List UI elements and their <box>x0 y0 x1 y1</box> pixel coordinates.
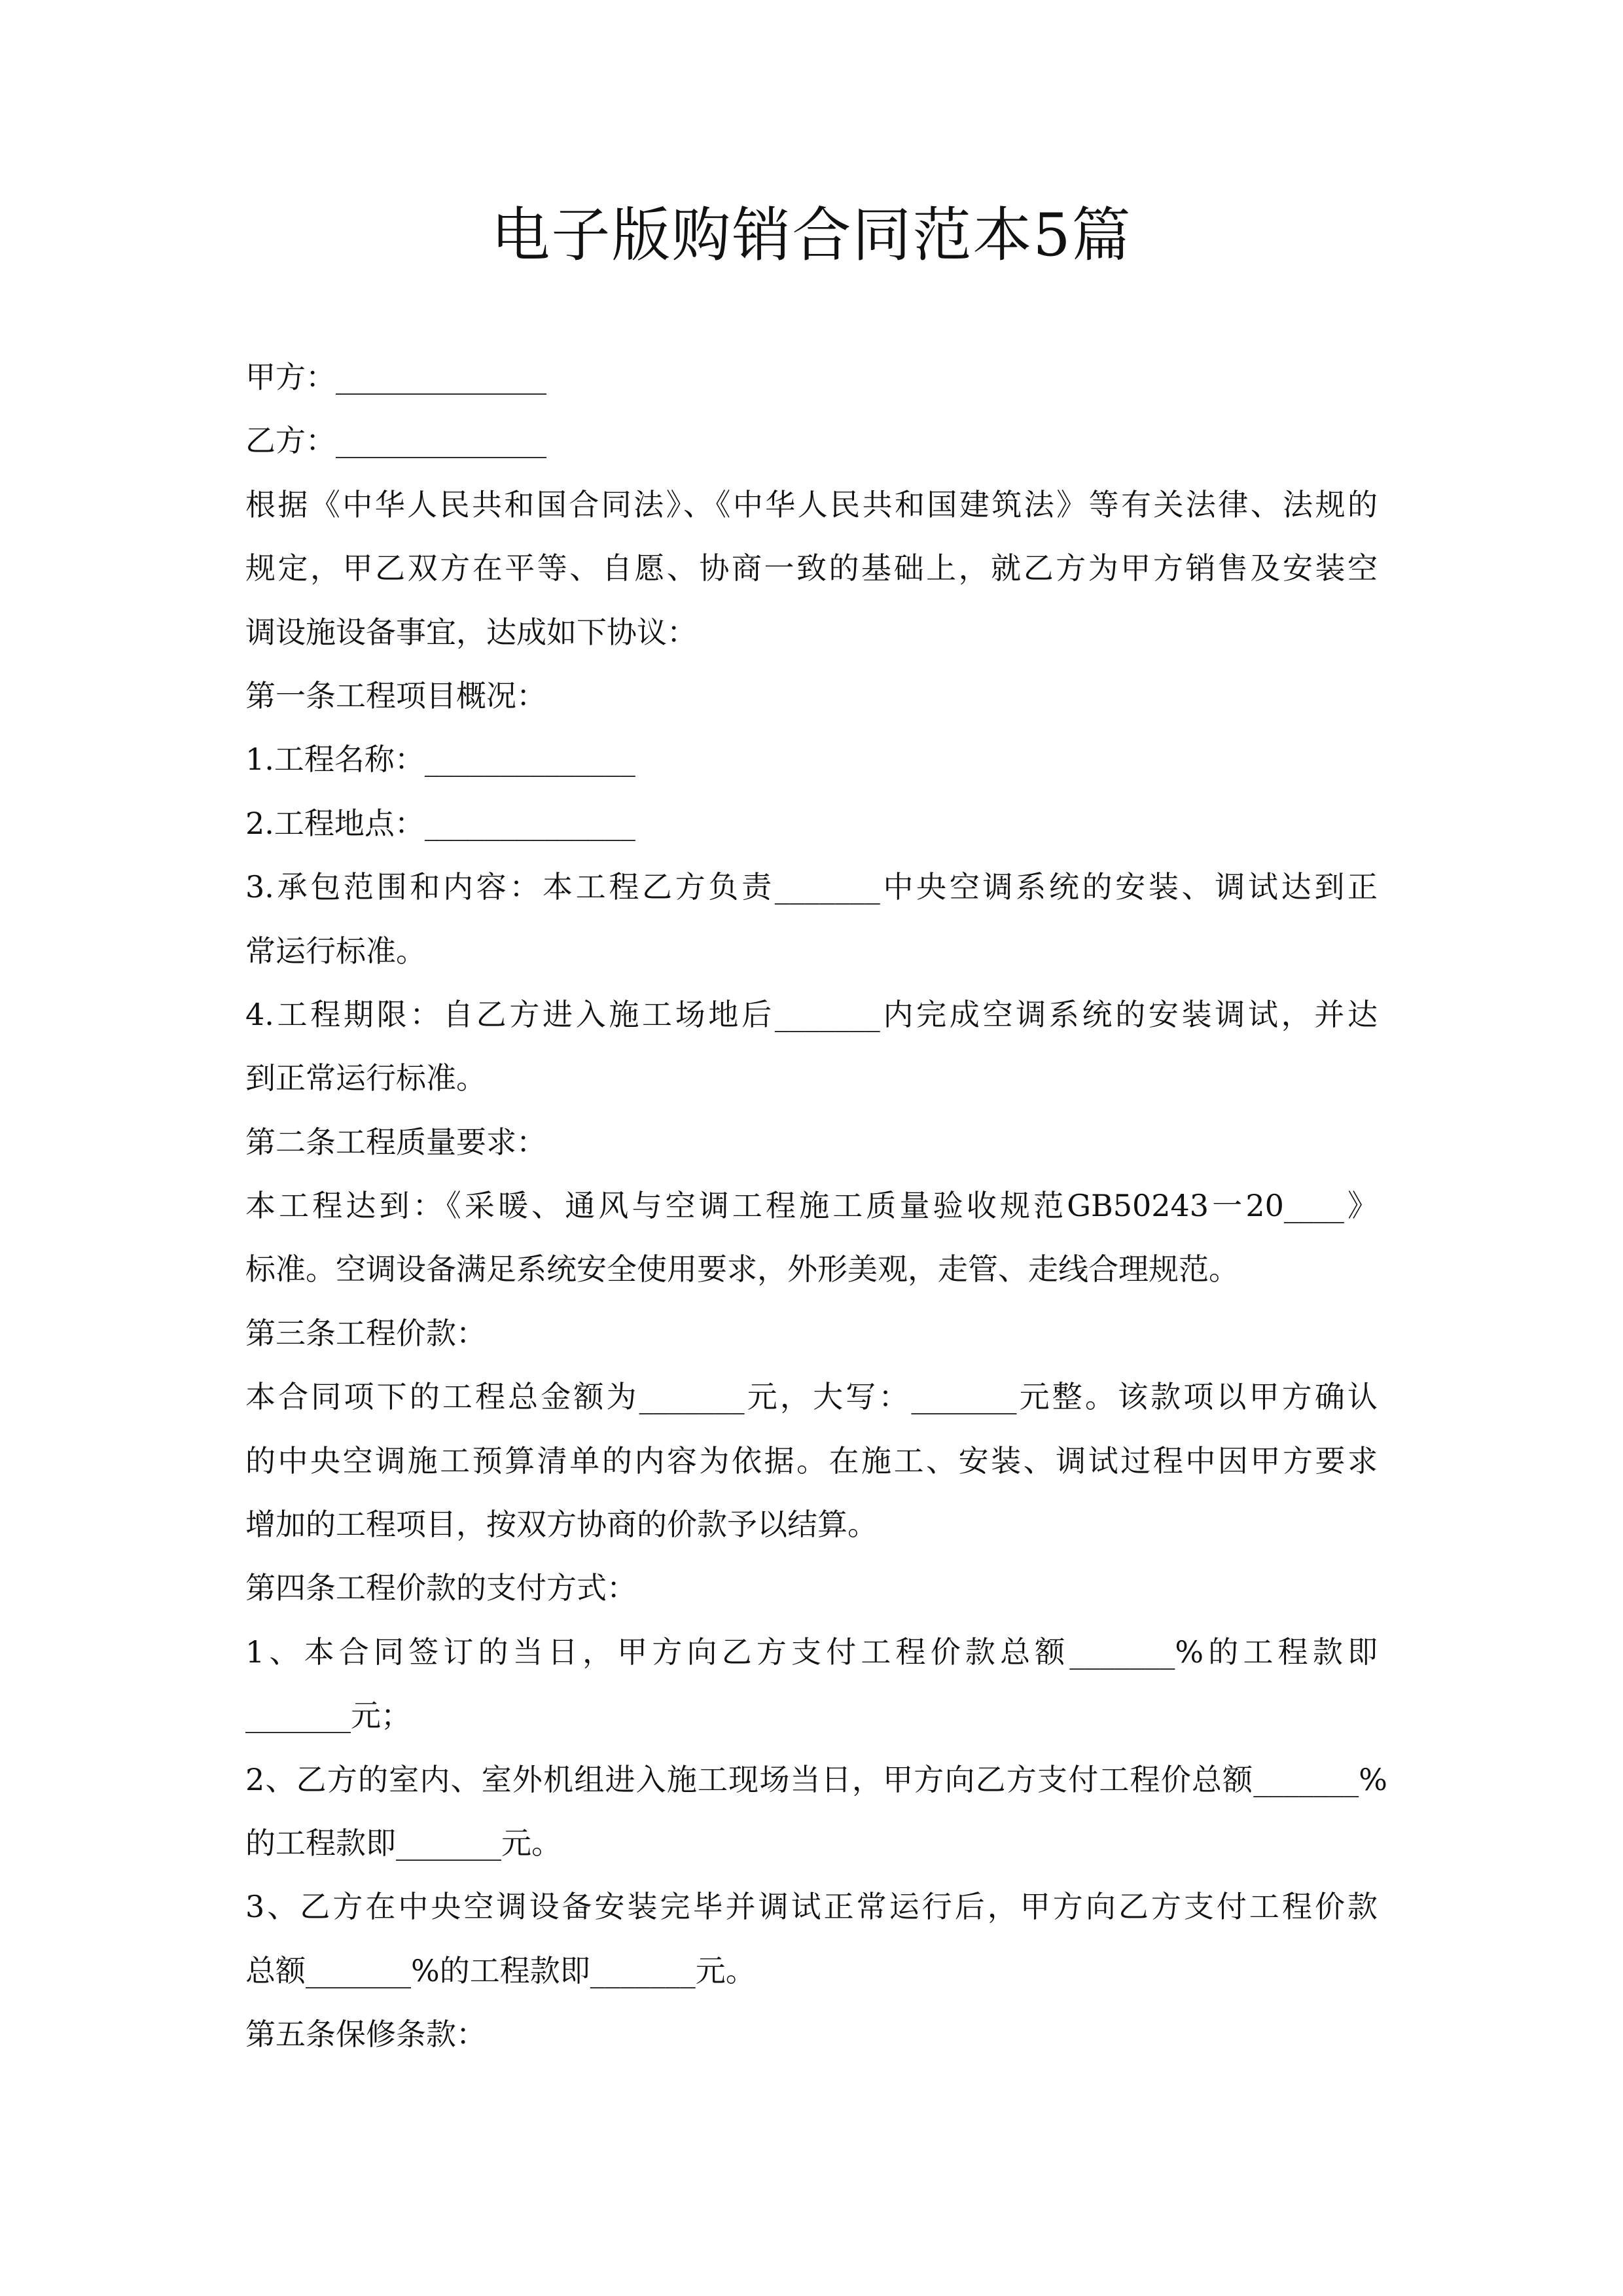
text-line: 根据《中华人民共和国合同法》、《中华人民共和国建筑法》等有关法律、法规的 <box>245 486 1378 522</box>
text-line: 2.工程地点：______________ <box>245 805 635 841</box>
section-heading: 第二条工程质量要求： <box>245 1124 546 1160</box>
text-line: 的工程款即_______元。 <box>245 1825 562 1861</box>
text-line: 调设施设备事宜，达成如下协议： <box>245 614 697 650</box>
section-heading: 第一条工程项目概况： <box>245 677 546 713</box>
text-line: 标准。空调设备满足系统安全使用要求，外形美观，走管、走线合理规范。 <box>245 1251 1239 1287</box>
document-title: 电子版购销合同范本5篇 <box>491 201 1132 270</box>
text-line: 2、乙方的室内、室外机组进入施工现场当日，甲方向乙方支付工程价总额_______% <box>245 1761 1387 1797</box>
section-heading: 第五条保修条款： <box>245 2017 486 2053</box>
text-line: 本合同项下的工程总金额为_______元，大写：_______元整。该款项以甲方确认 <box>245 1379 1378 1415</box>
text-line: 乙方：______________ <box>245 423 546 459</box>
text-line: 3.承包范围和内容：本工程乙方负责_______中央空调系统的安装、调试达到正 <box>245 869 1378 905</box>
section-heading: 第三条工程价款： <box>245 1315 486 1351</box>
document-body <box>245 346 1387 2067</box>
text-line: 规定，甲乙双方在平等、自愿、协商一致的基础上，就乙方为甲方销售及安装空 <box>245 550 1378 586</box>
text-line: 增加的工程项目，按双方协商的价款予以结算。 <box>245 1507 878 1543</box>
text-line: 甲方：______________ <box>245 359 546 395</box>
text-line: 常运行标准。 <box>245 933 426 969</box>
text-line: 总额_______%的工程款即_______元。 <box>245 1952 756 1988</box>
text-line: 4.工程期限：自乙方进入施工场地后_______内完成空调系统的安装调试，并达 <box>245 996 1378 1032</box>
text-line: 3、乙方在中央空调设备安装完毕并调试正常运行后，甲方向乙方支付工程价款 <box>245 1889 1378 1925</box>
text-line: 的中央空调施工预算清单的内容为依据。在施工、安装、调试过程中因甲方要求 <box>245 1443 1378 1479</box>
text-line: 本工程达到：《采暖、通风与空调工程施工质量验收规范GB50243一20____》 <box>245 1188 1378 1224</box>
text-line: 1、本合同签订的当日，甲方向乙方支付工程价款总额_______%的工程款即 <box>245 1634 1378 1670</box>
section-heading: 第四条工程价款的支付方式： <box>245 1570 637 1606</box>
text-line: _______元； <box>245 1698 411 1734</box>
text-line: 1.工程名称：______________ <box>245 742 635 778</box>
text-line: 到正常运行标准。 <box>245 1060 486 1096</box>
